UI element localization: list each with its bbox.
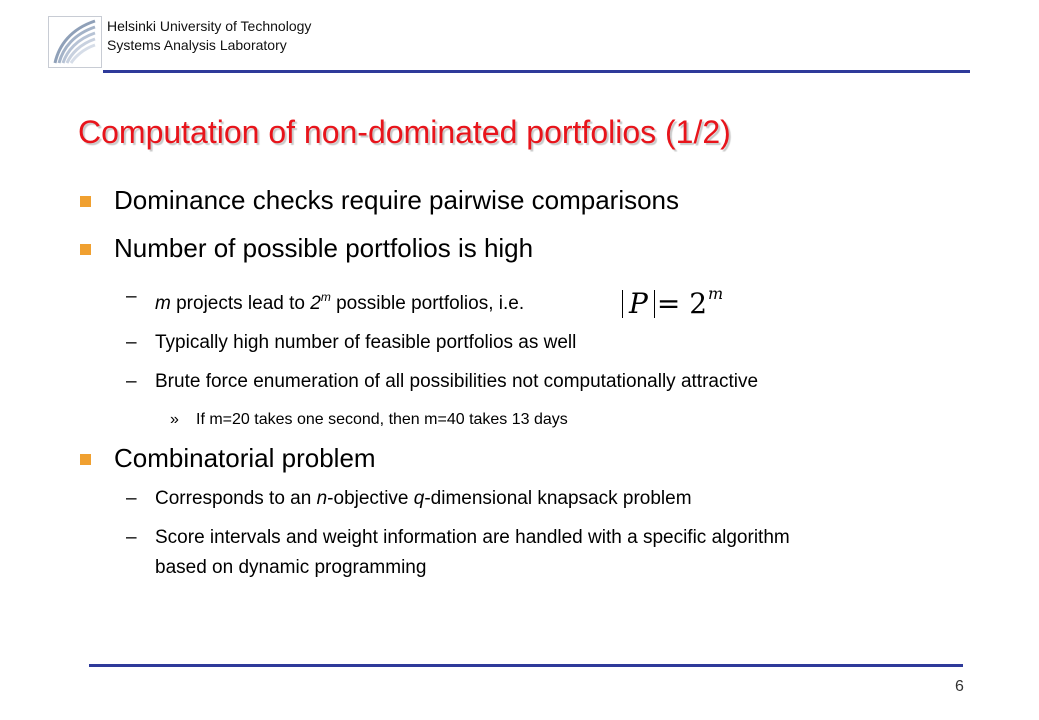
dash-marker: – bbox=[126, 527, 137, 548]
dash-marker: – bbox=[126, 371, 137, 392]
bullet-text: Dominance checks require pairwise comparisons bbox=[114, 185, 680, 215]
org-line-university: Helsinki University of Technology bbox=[107, 18, 312, 34]
hut-logo-icon bbox=[49, 17, 101, 67]
dash-marker: – bbox=[126, 286, 137, 307]
abs-bar-left bbox=[622, 290, 623, 318]
text-fragment: possible portfolios, i.e. bbox=[330, 293, 525, 314]
dash-marker: – bbox=[126, 488, 137, 509]
text-fragment: Corresponds to an bbox=[155, 488, 317, 509]
square-bullet-icon bbox=[80, 454, 91, 465]
slide-title: Computation of non-dominated portfolios (1/2) bbox=[78, 114, 731, 150]
header-divider bbox=[103, 70, 970, 73]
abs-bar-right bbox=[654, 290, 655, 318]
organization-name bbox=[107, 17, 311, 55]
var-m: m bbox=[155, 293, 171, 314]
sub-item-text: Brute force enumeration of all possibilities not computationally attractive bbox=[155, 371, 759, 392]
square-bullet-icon bbox=[80, 196, 91, 207]
sub-item-text bbox=[155, 488, 692, 510]
formula-exp-m: m bbox=[708, 284, 724, 303]
text-fragment: projects lead to bbox=[170, 293, 311, 314]
sub-item-text bbox=[155, 286, 524, 315]
dash-marker: – bbox=[126, 332, 137, 353]
sub-sub-item-text: If m=20 takes one second, then m=40 takes 13 days bbox=[196, 411, 568, 428]
sub-item-text-line2: based on dynamic programming bbox=[155, 557, 427, 578]
formula-equals-two: = 2 bbox=[656, 287, 708, 320]
var-n: n bbox=[316, 488, 328, 509]
portfolio-count-formula bbox=[622, 276, 723, 322]
sub-item-text: Typically high number of feasible portfolios as well bbox=[155, 332, 577, 353]
base-2: 2 bbox=[310, 293, 321, 314]
formula-var-p: P bbox=[629, 287, 648, 320]
bullet-text: Combinatorial problem bbox=[114, 443, 376, 473]
text-fragment: -objective bbox=[327, 488, 414, 509]
org-line-lab: Systems Analysis Laboratory bbox=[107, 37, 287, 53]
chevron-marker: » bbox=[170, 411, 179, 428]
bullet-text: Number of possible portfolios is high bbox=[114, 233, 534, 263]
var-q: q bbox=[413, 488, 425, 509]
text-fragment: -dimensional knapsack problem bbox=[424, 488, 692, 509]
university-logo bbox=[48, 16, 102, 68]
footer-divider bbox=[89, 664, 963, 667]
sub-item-text-line1: Score intervals and weight information are handled with a specific algorithm bbox=[155, 527, 790, 548]
exp-m: m bbox=[320, 290, 331, 304]
square-bullet-icon bbox=[80, 244, 91, 255]
page-number: 6 bbox=[955, 678, 964, 695]
